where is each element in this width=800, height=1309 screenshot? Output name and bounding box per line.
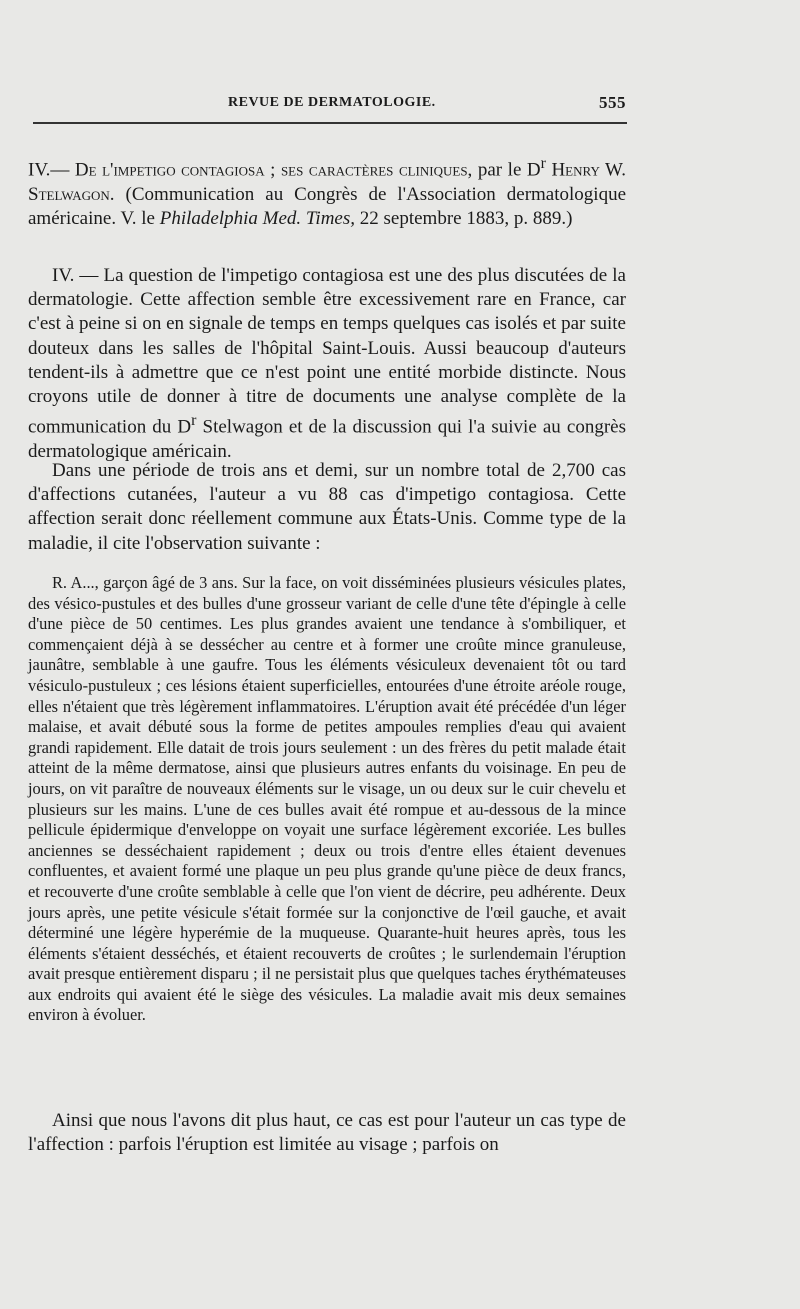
header-rule <box>33 122 627 124</box>
running-head <box>228 93 626 115</box>
paragraph-statistics: Dans une période de trois ans et demi, sur un nombre total de 2,700 cas d'affections cutanées, l'auteur a vu 88 cas d'impetigo contagiosa. Cette affection serait donc réellement commune aux États-Unis. Comme type de la maladie, il cite l'observation suivante : <box>28 460 626 554</box>
page-number: 555 <box>599 93 626 112</box>
bibliographic-reference <box>28 152 626 231</box>
reference-lead: IV.— <box>28 159 75 181</box>
reference-author: Henry W. Stelwagon. <box>28 159 626 205</box>
paragraph-intro-a: IV. — La question de l'impetigo contagiosa est une des plus discutées de la dermatologie. Cette affection semble être excessivement rare en France, car c'est à peine si on en signale de temps en temps quelques cas isolés et par suite douteux dans les salles de l'hôpital Saint-Louis. Aussi beaucoup d'auteurs tendent-ils à admettre que ce n'est point une entité morbide distincte. Nous croyons utile de donner à titre de documents une analyse complète de la communication du D <box>28 265 626 438</box>
reference-journal: Philadelphia Med. Times, <box>159 207 355 229</box>
paragraph-intro-b: Stelwagon et de la discussion qui l'a suivie au congrès dermatologique américain. <box>28 416 626 462</box>
paragraph-conclusion: Ainsi que nous l'avons dit plus haut, ce cas est pour l'auteur un cas type de l'affection : parfois l'éruption est limitée au visage ; parfois on <box>28 1110 626 1156</box>
reference-by-sup: r <box>540 155 546 172</box>
reference-rest-1: (Communication au Congrès de l'Association dermatologique américaine. V. le <box>28 183 626 229</box>
reference-rest-2: 22 septembre 1883, p. 889.) <box>355 207 573 229</box>
reference-title: De l'impetigo contagiosa ; ses caractères cliniques, <box>74 159 473 181</box>
paragraph-intro <box>28 264 626 464</box>
paragraph-intro-sup: r <box>191 412 197 430</box>
case-observation: R. A..., garçon âgé de 3 ans. Sur la face, on voit disséminées plusieurs vésicules plates, des vésico-pustules et des bulles d'une grosseur variant de celle d'une tête d'épingle à celle d'une pièce de 50 centimes. Les plus grandes avaient une tendance à s'ombiliquer, et commençaient déjà à se dessécher au centre et à former une croûte mince granuleuse, jaunâtre, semblable à une gaufre. Tous les éléments vésiculeux devenaient tôt ou tard vésiculo-pustuleux ; ces lésions étaient superficielles, entourées d'une étroite aréole rouge, elles n'étaient que très légèrement inflammatoires. L'éruption avait été précédée d'un léger malaise, et avait débuté sous la forme de petites ampoules remplies d'eau qui avaient grandi rapidement. Elle datait de trois jours seulement : un des frères du petit malade était atteint de la même dermatose, ainsi que plusieurs autres enfants du voisinage. En peu de jours, on vit paraître de nouveaux éléments sur le visage, un ou deux sur le cuir chevelu et plusieurs sur les mains. L'une de ces bulles avait été rompue et au-dessous de la mince pellicule épidermique d'enveloppe on voyait une surface légèrement excoriée. Les bulles anciennes se desséchaient rapidement ; deux ou trois d'entre elles étaient devenues confluentes, et avaient formé une plaque un peu plus grande qu'une pièce de deux francs, et recouverte d'une croûte semblable à celle que l'on vient de décrire, peu adhérente. Deux jours après, une petite vésicule s'était formée sur la conjonctive de l'œil gauche, et avait déterminé une légère hyperémie de la muqueuse. Quarante-huit heures après, tous les éléments s'étaient desséchés, et étaient recouverts de croûtes ; le surlendemain l'éruption avait presque entièrement disparu ; il ne persistait plus que quelques taches érythémateuses aux endroits qui avaient été le siège des vésicules. La maladie avait mis deux semaines environ à évoluer. <box>28 573 626 1025</box>
running-title: REVUE DE DERMATOLOGIE. <box>228 95 436 110</box>
reference-by: par le D <box>472 159 541 181</box>
